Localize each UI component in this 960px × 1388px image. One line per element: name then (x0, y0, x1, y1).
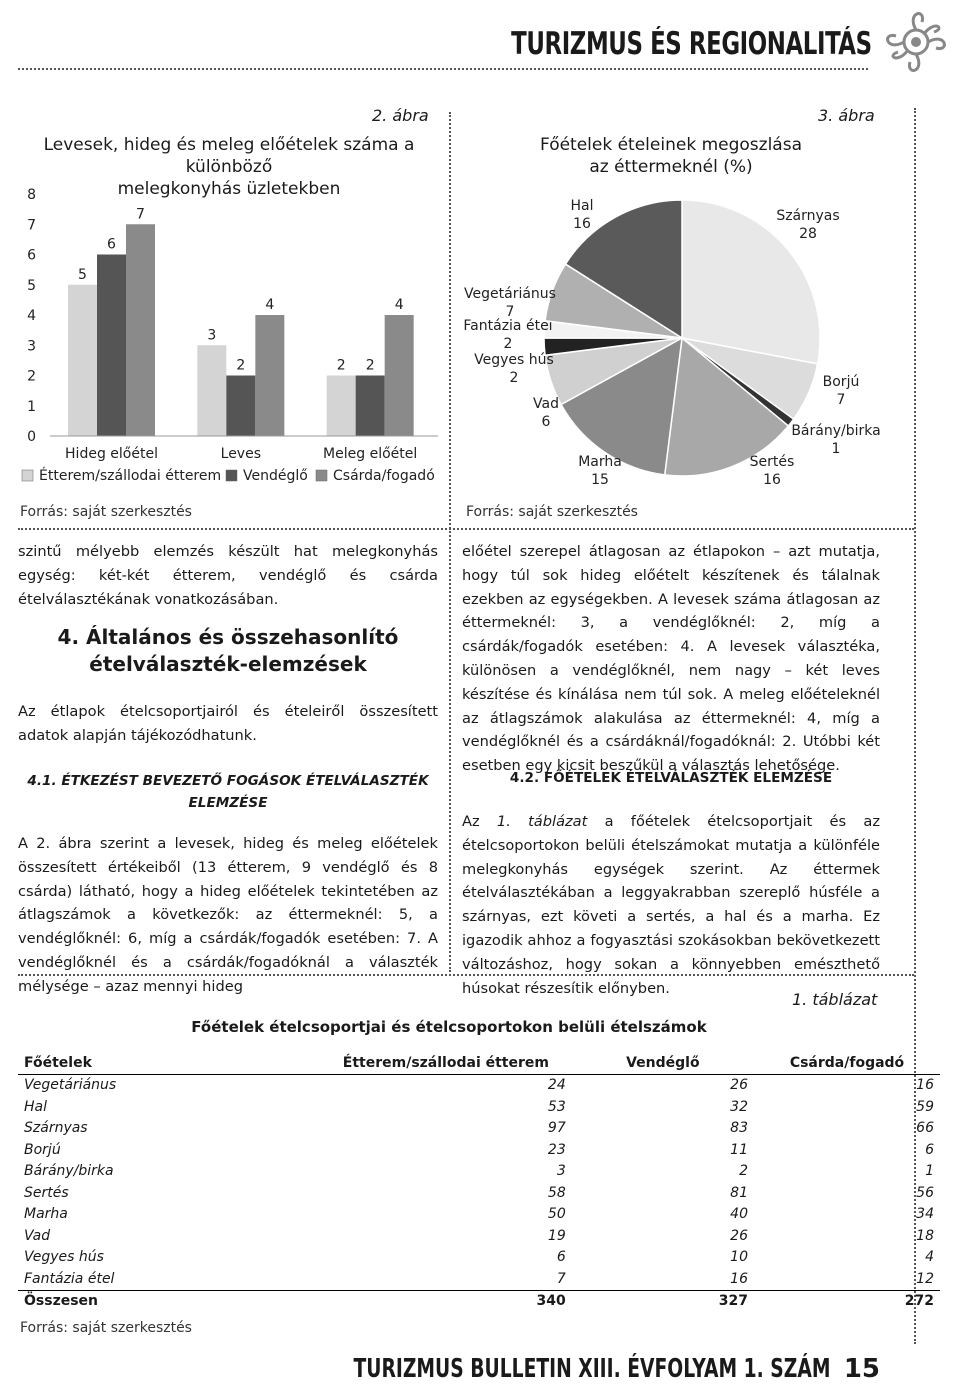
left-paragraph-2: Az étlapok ételcsoportjairól és ételeiről összesített adatok alapján tájékozódhatunk. (18, 703, 438, 744)
pie-chart (456, 190, 906, 500)
y-tick-label: 4 (27, 308, 36, 324)
text-divider (18, 974, 914, 976)
table-header: Főételek (18, 1052, 320, 1074)
table-cell: 50 (547, 1206, 566, 1223)
bar-value-label: 4 (265, 297, 275, 313)
table-row (18, 1268, 940, 1290)
table-cell: 24 (547, 1077, 566, 1094)
left-paragraph-3: A 2. ábra szerint a levesek, hideg és meleg előételek összesített értékeiből (13 étterem, 9 vendéglő és 8 csárda) látható, hogy a hideg előételek tekintetében az átlagszámok a következők: az éttermeknél: 5, a vendéglőknél: 6, míg a csárdák/fogadók esetében: 7. A vendéglőknél és a csárdák/fogadóknál a választék mélysége – azaz mennyi hideg (18, 835, 438, 995)
subsection-4-1-line1: 4.1. ÉTKEZÉST BEVEZETŐ FOGÁSOK ÉTELVÁLASZTÉK (27, 773, 429, 789)
y-tick-label: 3 (27, 338, 36, 355)
table-1 (18, 1052, 940, 1312)
table-cell: Borjú (24, 1141, 61, 1158)
table-cell: 66 (916, 1120, 934, 1137)
table-cell: 53 (547, 1098, 566, 1115)
legend-label: Csárda/fogadó (333, 468, 435, 484)
right-paragraph-2-rest: a főételek ételcsoportjait és az ételcsoportokon belüli ételszámokat mutatja a különféle melegkonyhás egységek szerint. Az éttermek ételválasztékában a leggyakrabban szereplő húsféle a szárnyas, ezt követi a sertés, a hal és a marha. Ez igazodik ahhoz a fogyasztási szokásokban bekövetkezett változáshoz, hogy sokan a könnyebben emészthető húsokat részesítik előnyben. (462, 813, 880, 997)
bar-value-label: 5 (78, 266, 87, 283)
table-header: Csárda/fogadó (754, 1052, 940, 1074)
table-cell: 34 (916, 1206, 934, 1223)
bar (255, 315, 284, 436)
bar-value-label: 2 (236, 357, 246, 374)
y-tick-label: 7 (27, 217, 36, 234)
y-tick-label: 8 (27, 187, 36, 203)
section-4-title-line1: 4. Általános és összehasonlító (57, 625, 399, 649)
bar (68, 285, 97, 436)
pie-slice-label: Borjú (822, 374, 860, 390)
figure-2-source: Forrás: saját szerkesztés (20, 504, 192, 520)
pie-slice-label: Marha (578, 454, 622, 470)
table-row (18, 1118, 940, 1140)
x-category-label: Leves (220, 446, 262, 462)
legend-label: Étterem/szállodai étterem (39, 468, 222, 484)
bar-value-label: 2 (336, 357, 346, 374)
bar (226, 376, 255, 437)
table-1-number: 1. táblázat (792, 990, 878, 1009)
table-1-reference: 1. táblázat (496, 813, 588, 830)
table-cell: 4 (925, 1249, 934, 1266)
x-category-label: Meleg előétel (323, 446, 418, 462)
table-cell: Sertés (24, 1184, 69, 1201)
table-cell: Vegyes hús (24, 1249, 104, 1266)
bar-value-label: 3 (207, 327, 217, 344)
pie-slice-value: 2 (509, 370, 519, 386)
table-cell: 7 (556, 1270, 566, 1287)
table-row (18, 1096, 940, 1118)
table-total-cell: 340 (320, 1290, 572, 1312)
table-total-cell: Összesen (18, 1290, 320, 1312)
y-tick-label: 2 (27, 368, 36, 385)
subsection-4-2-title: 4.2. FŐÉTELEK ÉTELVÁLASZTÉK ELEMZÉSE (509, 770, 833, 786)
table-cell: 26 (730, 1077, 748, 1094)
pie-slice-value: 1 (831, 441, 841, 457)
table-cell: 10 (730, 1249, 748, 1266)
table-total-cell: 272 (754, 1290, 940, 1312)
pie-slice-value: 2 (503, 336, 513, 352)
table-row (18, 1074, 940, 1096)
y-tick-label: 0 (27, 429, 36, 445)
table-cell: 2 (739, 1163, 748, 1180)
pie-slice-label: Hal (570, 198, 594, 214)
table-1-source: Forrás: saját szerkesztés (20, 1320, 192, 1336)
bar-chart (14, 180, 444, 490)
y-tick-label: 5 (27, 277, 36, 294)
table-cell: 6 (556, 1249, 566, 1266)
figure-2-title-line1: Levesek, hideg és meleg előételek száma a különböző (43, 135, 415, 177)
subsection-4-1-title (18, 770, 438, 814)
table-cell: 16 (916, 1077, 934, 1094)
pie-slice-value: 7 (505, 304, 515, 320)
table-header: Étterem/szállodai étterem (320, 1052, 572, 1074)
figure-3-title-line1: Főételek ételeinek megoszlása (540, 135, 802, 155)
table-cell: 26 (730, 1227, 748, 1244)
legend-label: Vendéglő (243, 468, 308, 484)
column-divider (449, 112, 451, 972)
legend-swatch (226, 470, 237, 481)
bar-value-label: 4 (394, 297, 404, 313)
ornament-icon (876, 2, 956, 82)
table-cell: Marha (24, 1206, 68, 1223)
table-row (18, 1225, 940, 1247)
table-row (18, 1204, 940, 1226)
table-row (18, 1161, 940, 1183)
table-cell: 18 (916, 1227, 934, 1244)
pie-slice-label: Vegyes hús (474, 352, 554, 368)
table-header-row (18, 1052, 940, 1074)
pie-slice-value: 28 (799, 226, 817, 242)
bar (385, 315, 414, 436)
pie-slice-value: 16 (573, 216, 591, 232)
figure-2-number: 2. ábra (372, 106, 429, 125)
table-cell: Szárnyas (24, 1120, 88, 1137)
pie-slice-value: 7 (836, 392, 846, 408)
section-4-title (18, 624, 438, 678)
bar-value-label: 2 (365, 357, 375, 374)
table-cell: 56 (916, 1184, 934, 1201)
right-paragraph-2 (462, 810, 880, 1000)
y-tick-label: 1 (27, 398, 36, 415)
right-paragraph-2-start: Az (462, 813, 497, 830)
legend-swatch (316, 470, 327, 481)
pie-slice-label: Vegetáriánus (464, 286, 556, 302)
pie-slice-label: Szárnyas (776, 208, 840, 224)
right-paragraph-1: előétel szerepel átlagosan az étlapokon – azt mutatja, hogy túl sok hideg előételt készítenek és tálalnak ezekben az egységekben. A levesek száma átlagosan az éttermeknél: 3, a vendéglőknél: 2, míg a csárdák/fogadók esetében: 4. A levesek választéka, különösen a vendéglőknél, nem nagy – két leves készítése és kínálása nem túl sok. A meleg előételeknél az átlagszámok alakulása az éttermeknél: 4, míg a vendéglőknél és a csárdáknál/fogadóknál: 2. Utóbbi két esetben egy kicsit beszűkül a választás lehetősége. (462, 543, 880, 775)
journal-section-title: TURIZMUS ÉS REGIONALITÁS (511, 26, 872, 62)
pie-slice-label: Sertés (749, 454, 795, 470)
table-cell: 11 (730, 1141, 748, 1158)
table-cell: Bárány/birka (24, 1163, 114, 1180)
table-total-row (18, 1290, 940, 1312)
bar (197, 345, 226, 436)
table-cell: Fantázia étel (24, 1270, 115, 1287)
table-total-cell: 327 (572, 1290, 754, 1312)
table-cell: 16 (730, 1270, 748, 1287)
table-row (18, 1182, 940, 1204)
header-divider (18, 68, 868, 70)
bar-value-label: 6 (107, 236, 116, 253)
table-cell: Vegetáriánus (24, 1077, 117, 1094)
table-row (18, 1139, 940, 1161)
x-category-label: Hideg előétel (65, 446, 158, 462)
pie-slice (682, 200, 820, 364)
section-4-title-line2: ételválaszték-elemzések (89, 652, 367, 676)
bar (356, 376, 385, 437)
table-cell: 6 (925, 1141, 934, 1158)
table-cell: 97 (547, 1120, 566, 1137)
subsection-4-1-line2: ELEMZÉSE (188, 795, 268, 811)
pie-slice-label: Bárány/birka (791, 423, 881, 439)
table-cell: 23 (547, 1141, 566, 1158)
table-cell: 40 (730, 1206, 748, 1223)
figure-3-title-line2: az éttermeknél (%) (589, 157, 753, 177)
pie-slice-label: Fantázia étel (463, 318, 553, 334)
figure-3-number: 3. ábra (818, 106, 875, 125)
table-cell: 12 (916, 1270, 934, 1287)
table-1-title: Főételek ételcsoportjai és ételcsoportokon belüli ételszámok (191, 1018, 707, 1036)
pie-slice-value: 15 (591, 472, 609, 488)
figure-3-title (456, 134, 886, 178)
table-header: Vendéglő (572, 1052, 754, 1074)
legend-swatch (22, 470, 33, 481)
table-cell: Hal (24, 1098, 47, 1115)
footer-text: TURIZMUS BULLETIN XIII. ÉVFOLYAM 1. SZÁM (353, 1354, 830, 1384)
bar-value-label: 7 (136, 206, 145, 223)
table-cell: 81 (730, 1184, 748, 1201)
table-cell: 83 (730, 1120, 748, 1137)
pie-slice-value: 6 (541, 414, 551, 430)
figure-3-source: Forrás: saját szerkesztés (466, 504, 638, 520)
table-cell: 3 (556, 1163, 566, 1180)
table-cell: 58 (547, 1184, 566, 1201)
table-1-wrapper (18, 1052, 940, 1312)
table-cell: Vad (24, 1227, 51, 1244)
table-cell: 19 (547, 1227, 566, 1244)
table-cell: 1 (925, 1163, 934, 1180)
figure-2-title-line2: melegkonyhás üzletekben (117, 179, 341, 199)
table-cell: 32 (730, 1098, 748, 1115)
bar (97, 255, 126, 437)
figure-divider (18, 528, 914, 530)
page-number: 15 (843, 1354, 880, 1384)
pie-slice-label: Vad (533, 396, 559, 412)
table-row (18, 1247, 940, 1269)
bar (126, 224, 155, 436)
left-paragraph-1: szintű mélyebb elemzés készült hat melegkonyhás egység: két-két étterem, vendéglő és csárda ételválasztékának vonatkozásában. (18, 543, 438, 608)
y-tick-label: 6 (27, 247, 36, 264)
bar (327, 376, 356, 437)
pie-slice-value: 16 (763, 472, 781, 488)
table-cell: 59 (916, 1098, 934, 1115)
